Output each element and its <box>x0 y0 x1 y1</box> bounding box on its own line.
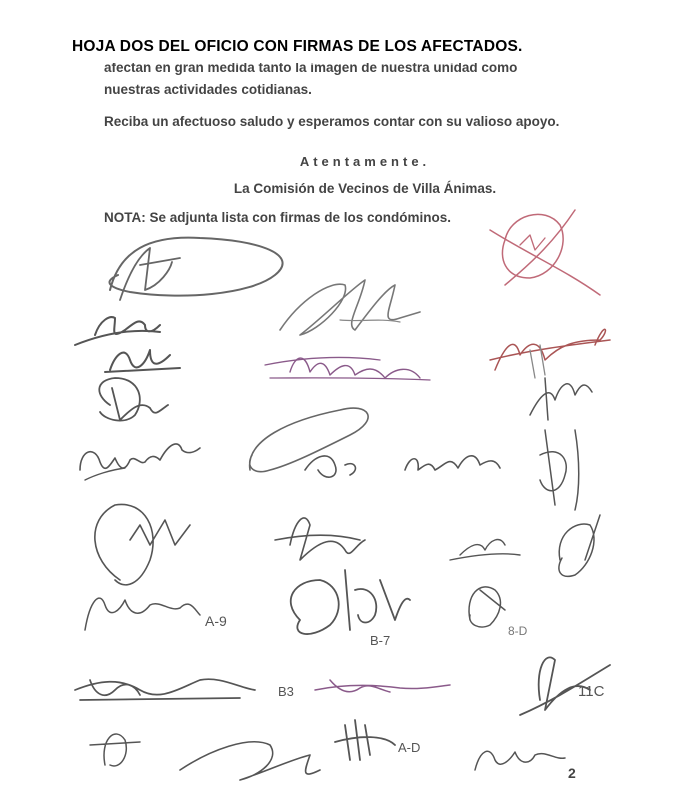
closing-text: Atentamente. <box>299 154 431 169</box>
signature-26 <box>335 720 420 760</box>
document-header: HOJA DOS DEL OFICIO CON FIRMAS DE LOS AFECTADOS. <box>72 38 523 55</box>
signature-19 <box>469 587 528 638</box>
paragraph-2: Reciba un afectuoso saludo y esperamos contar con su valioso apoyo. <box>104 114 560 129</box>
signature-22 <box>315 680 450 692</box>
signature-03 <box>490 210 600 295</box>
unit-label-b7: B-7 <box>370 633 391 648</box>
unit-label-ad: A-D <box>398 740 421 755</box>
signature-25 <box>180 742 320 780</box>
committee-name: La Comisión de Vecinos de Villa Ánimas. <box>233 181 497 196</box>
unit-label-b3: B3 <box>278 684 294 699</box>
unit-label-8d: 8-D <box>508 624 528 638</box>
signature-06 <box>490 329 610 378</box>
signature-02 <box>280 280 420 335</box>
signature-04 <box>75 317 160 345</box>
signature-10 <box>80 444 200 480</box>
signature-17 <box>85 598 227 630</box>
paragraph-1-line-1: afectan en gran medida tanto la imagen de nuestra unidad como <box>104 63 518 75</box>
signature-01 <box>109 238 282 300</box>
signature-20 <box>75 679 294 700</box>
signature-15 <box>450 540 520 560</box>
signature-23 <box>520 657 610 715</box>
signature-13 <box>95 504 190 584</box>
signature-11 <box>250 408 500 477</box>
signature-09 <box>530 378 592 420</box>
signature-24 <box>90 734 140 766</box>
signature-27 <box>475 751 576 781</box>
note-text: NOTA: Se adjunta lista con firmas de los condóminos. <box>104 210 452 225</box>
signature-05 <box>265 358 430 380</box>
signature-14 <box>275 518 365 560</box>
signature-18 <box>291 570 410 648</box>
unit-label-11c: 11C <box>578 683 605 700</box>
signature-16 <box>559 515 600 576</box>
unit-label-a9: A-9 <box>205 613 227 629</box>
signature-12 <box>540 430 579 510</box>
unit-label-2: 2 <box>568 765 576 781</box>
signature-07 <box>105 350 180 372</box>
signature-08 <box>99 378 168 421</box>
paragraph-1-line-2: nuestras actividades cotidianas. <box>104 82 312 97</box>
